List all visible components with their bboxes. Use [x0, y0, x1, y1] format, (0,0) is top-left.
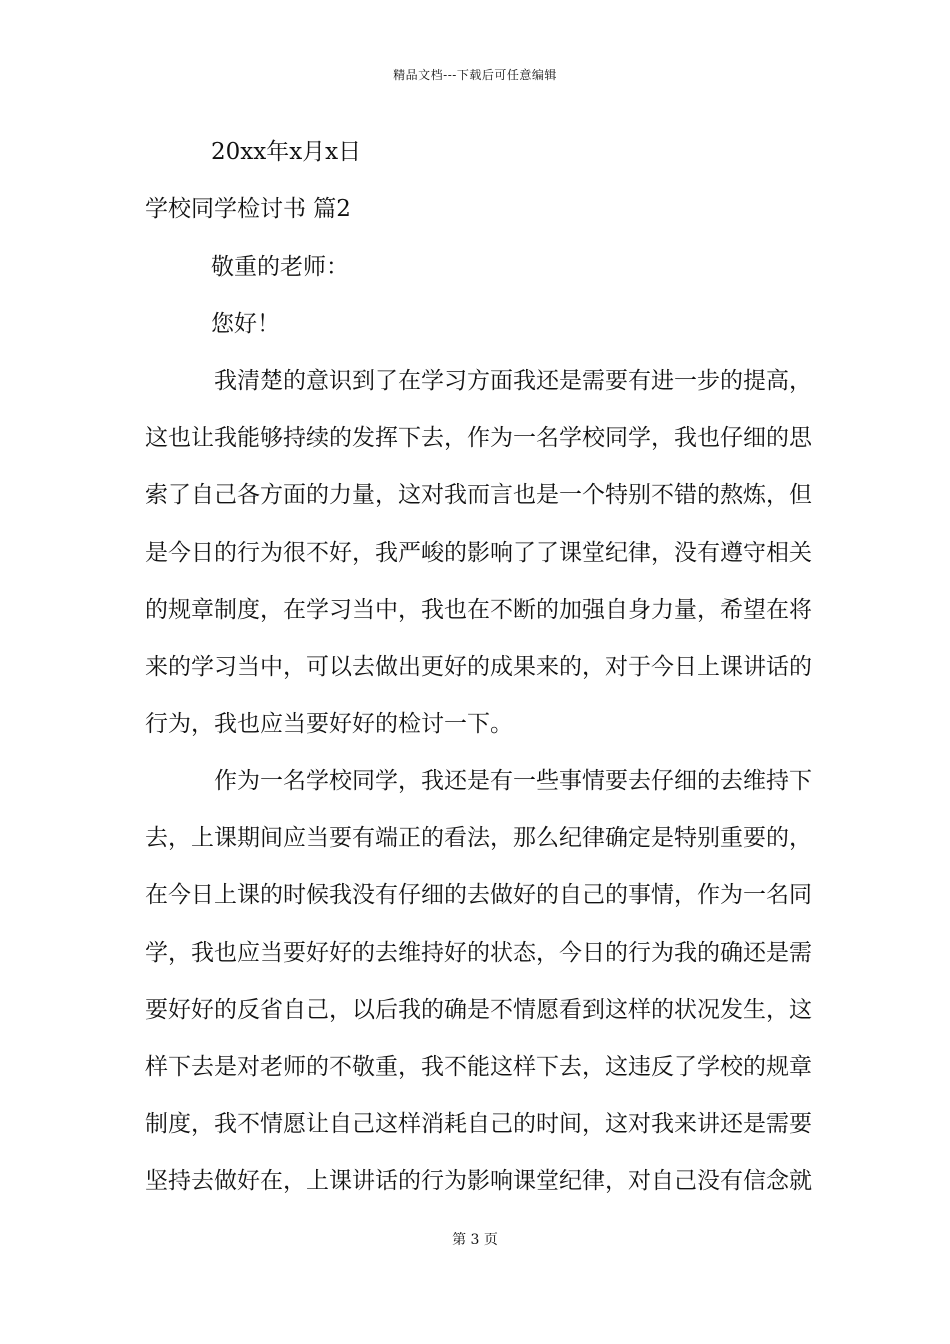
paragraph-line: 作为一名学校同学，我还是有一些事情要去仔细的去维持下	[214, 768, 812, 794]
paragraph-line: 坚持去做好在，上课讲话的行为影响课堂纪律，对自己没有信念就	[145, 1168, 812, 1195]
page-header: 精品文档---下载后可任意编辑	[393, 68, 557, 82]
paragraph-line: 索了自己各方面的力量，这对我而言也是一个特别不错的熬炼，但	[145, 482, 812, 509]
paragraph-line: 在今日上课的时候我没有仔细的去做好的自己的事情，作为一名同	[145, 882, 812, 909]
paragraph-line: 来的学习当中，可以去做出更好的成果来的，对于今日上课讲话的	[145, 653, 812, 680]
paragraph-line: 这也让我能够持续的发挥下去，作为一名学校同学，我也仔细的思	[145, 425, 812, 452]
date-line: 20xx年x月x日	[211, 139, 362, 165]
paragraph-line: 样下去是对老师的不敬重，我不能这样下去，这违反了学校的规章	[145, 1053, 812, 1080]
paragraph-line: 学，我也应当要好好的去维持好的状态，今日的行为我的确还是需	[145, 939, 812, 966]
paragraph-line: 去，上课期间应当要有端正的看法，那么纪律确定是特别重要的，	[145, 825, 812, 852]
body-paragraph-1	[145, 366, 812, 766]
paragraph-line: 我清楚的意识到了在学习方面我还是需要有进一步的提高，	[214, 368, 812, 394]
document-title: 学校同学检讨书 篇2	[145, 196, 351, 222]
paragraph-line: 行为，我也应当要好好的检讨一下。	[145, 711, 513, 738]
paragraph-line: 制度，我不情愿让自己这样消耗自己的时间，这对我来讲还是需要	[145, 1111, 812, 1138]
greeting: 您好！	[211, 311, 280, 337]
paragraph-line: 要好好的反省自己，以后我的确是不情愿看到这样的状况发生，这	[145, 996, 812, 1023]
page-number: 第 3 页	[452, 1232, 498, 1248]
paragraph-line: 是今日的行为很不好，我严峻的影响了了课堂纪律，没有遵守相关	[145, 539, 812, 566]
body-paragraph-2	[145, 766, 812, 1224]
paragraph-line: 的规章制度，在学习当中，我也在不断的加强自身力量，希望在将	[145, 596, 812, 623]
salutation: 敬重的老师：	[211, 254, 349, 280]
